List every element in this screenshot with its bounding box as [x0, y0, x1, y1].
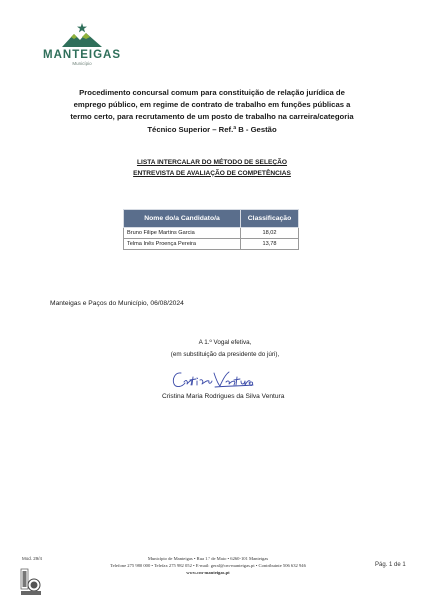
logo-subtitle: Município	[72, 61, 92, 66]
logo-name: MANTEIGAS	[43, 49, 121, 61]
certification-seal-icon	[20, 568, 42, 596]
column-header-name: Nome do/a Candidato/a	[124, 210, 241, 228]
footer-website: www.cm-manteigas.pt	[186, 569, 230, 575]
place-and-date: Manteigas e Paços do Município, 06/08/2024	[50, 300, 184, 307]
role-line: (em substituição da presidente do júri),	[170, 350, 280, 358]
table-row	[124, 228, 299, 239]
results-table	[123, 209, 299, 250]
footer-phone-email: Telefone 275 980 000 • Telefax 275 982 052 • E-mail: geral@cm-manteigas.pt • Contribuinte 506 632 946	[110, 562, 306, 568]
signatory-role	[150, 337, 300, 360]
candidate-name: Telma Inês Proença Pereira	[124, 239, 241, 250]
footer-address: Município de Manteigas • Rua 1.º de Maio • 6260-101 Manteigas	[147, 556, 269, 561]
signatory-name: Cristina Maria Rodrigues da Silva Ventura	[162, 393, 285, 400]
table-row	[124, 239, 299, 250]
heading-line: Técnico Superior – Ref.ª B - Gestão	[147, 124, 277, 134]
model-reference: Mod. 29/4	[22, 556, 43, 561]
candidate-name: Bruno Filipe Martins Garcia	[124, 228, 241, 239]
role-line: A 1.º Vogal efetiva,	[198, 339, 252, 346]
column-header-score: Classificação	[241, 210, 299, 228]
footer-contact	[60, 556, 356, 576]
candidate-score: 18,02	[241, 228, 299, 239]
handwritten-signature	[171, 367, 255, 391]
candidate-score: 13,78	[241, 239, 299, 250]
heading-line: termo certo, para recrutamento de um posto de trabalho na carreira/categoria	[70, 112, 354, 122]
list-title-line: ENTREVISTA DE AVALIAÇÃO DE COMPETÊNCIAS	[133, 169, 291, 177]
municipality-logo	[38, 22, 126, 84]
procedure-heading	[60, 87, 364, 136]
list-title-line: LISTA INTERCALAR DO MÉTODO DE SELEÇÃO	[136, 159, 288, 166]
list-title	[80, 158, 344, 179]
table-header-row	[124, 210, 299, 228]
mountain-star-icon	[60, 22, 104, 48]
page-number: Pág. 1 de 1	[375, 562, 406, 568]
heading-line: Procedimento concursal comum para constituição de relação jurídica de	[79, 88, 345, 97]
heading-line: emprego público, em regime de contrato de trabalho em funções públicas a	[73, 100, 351, 110]
